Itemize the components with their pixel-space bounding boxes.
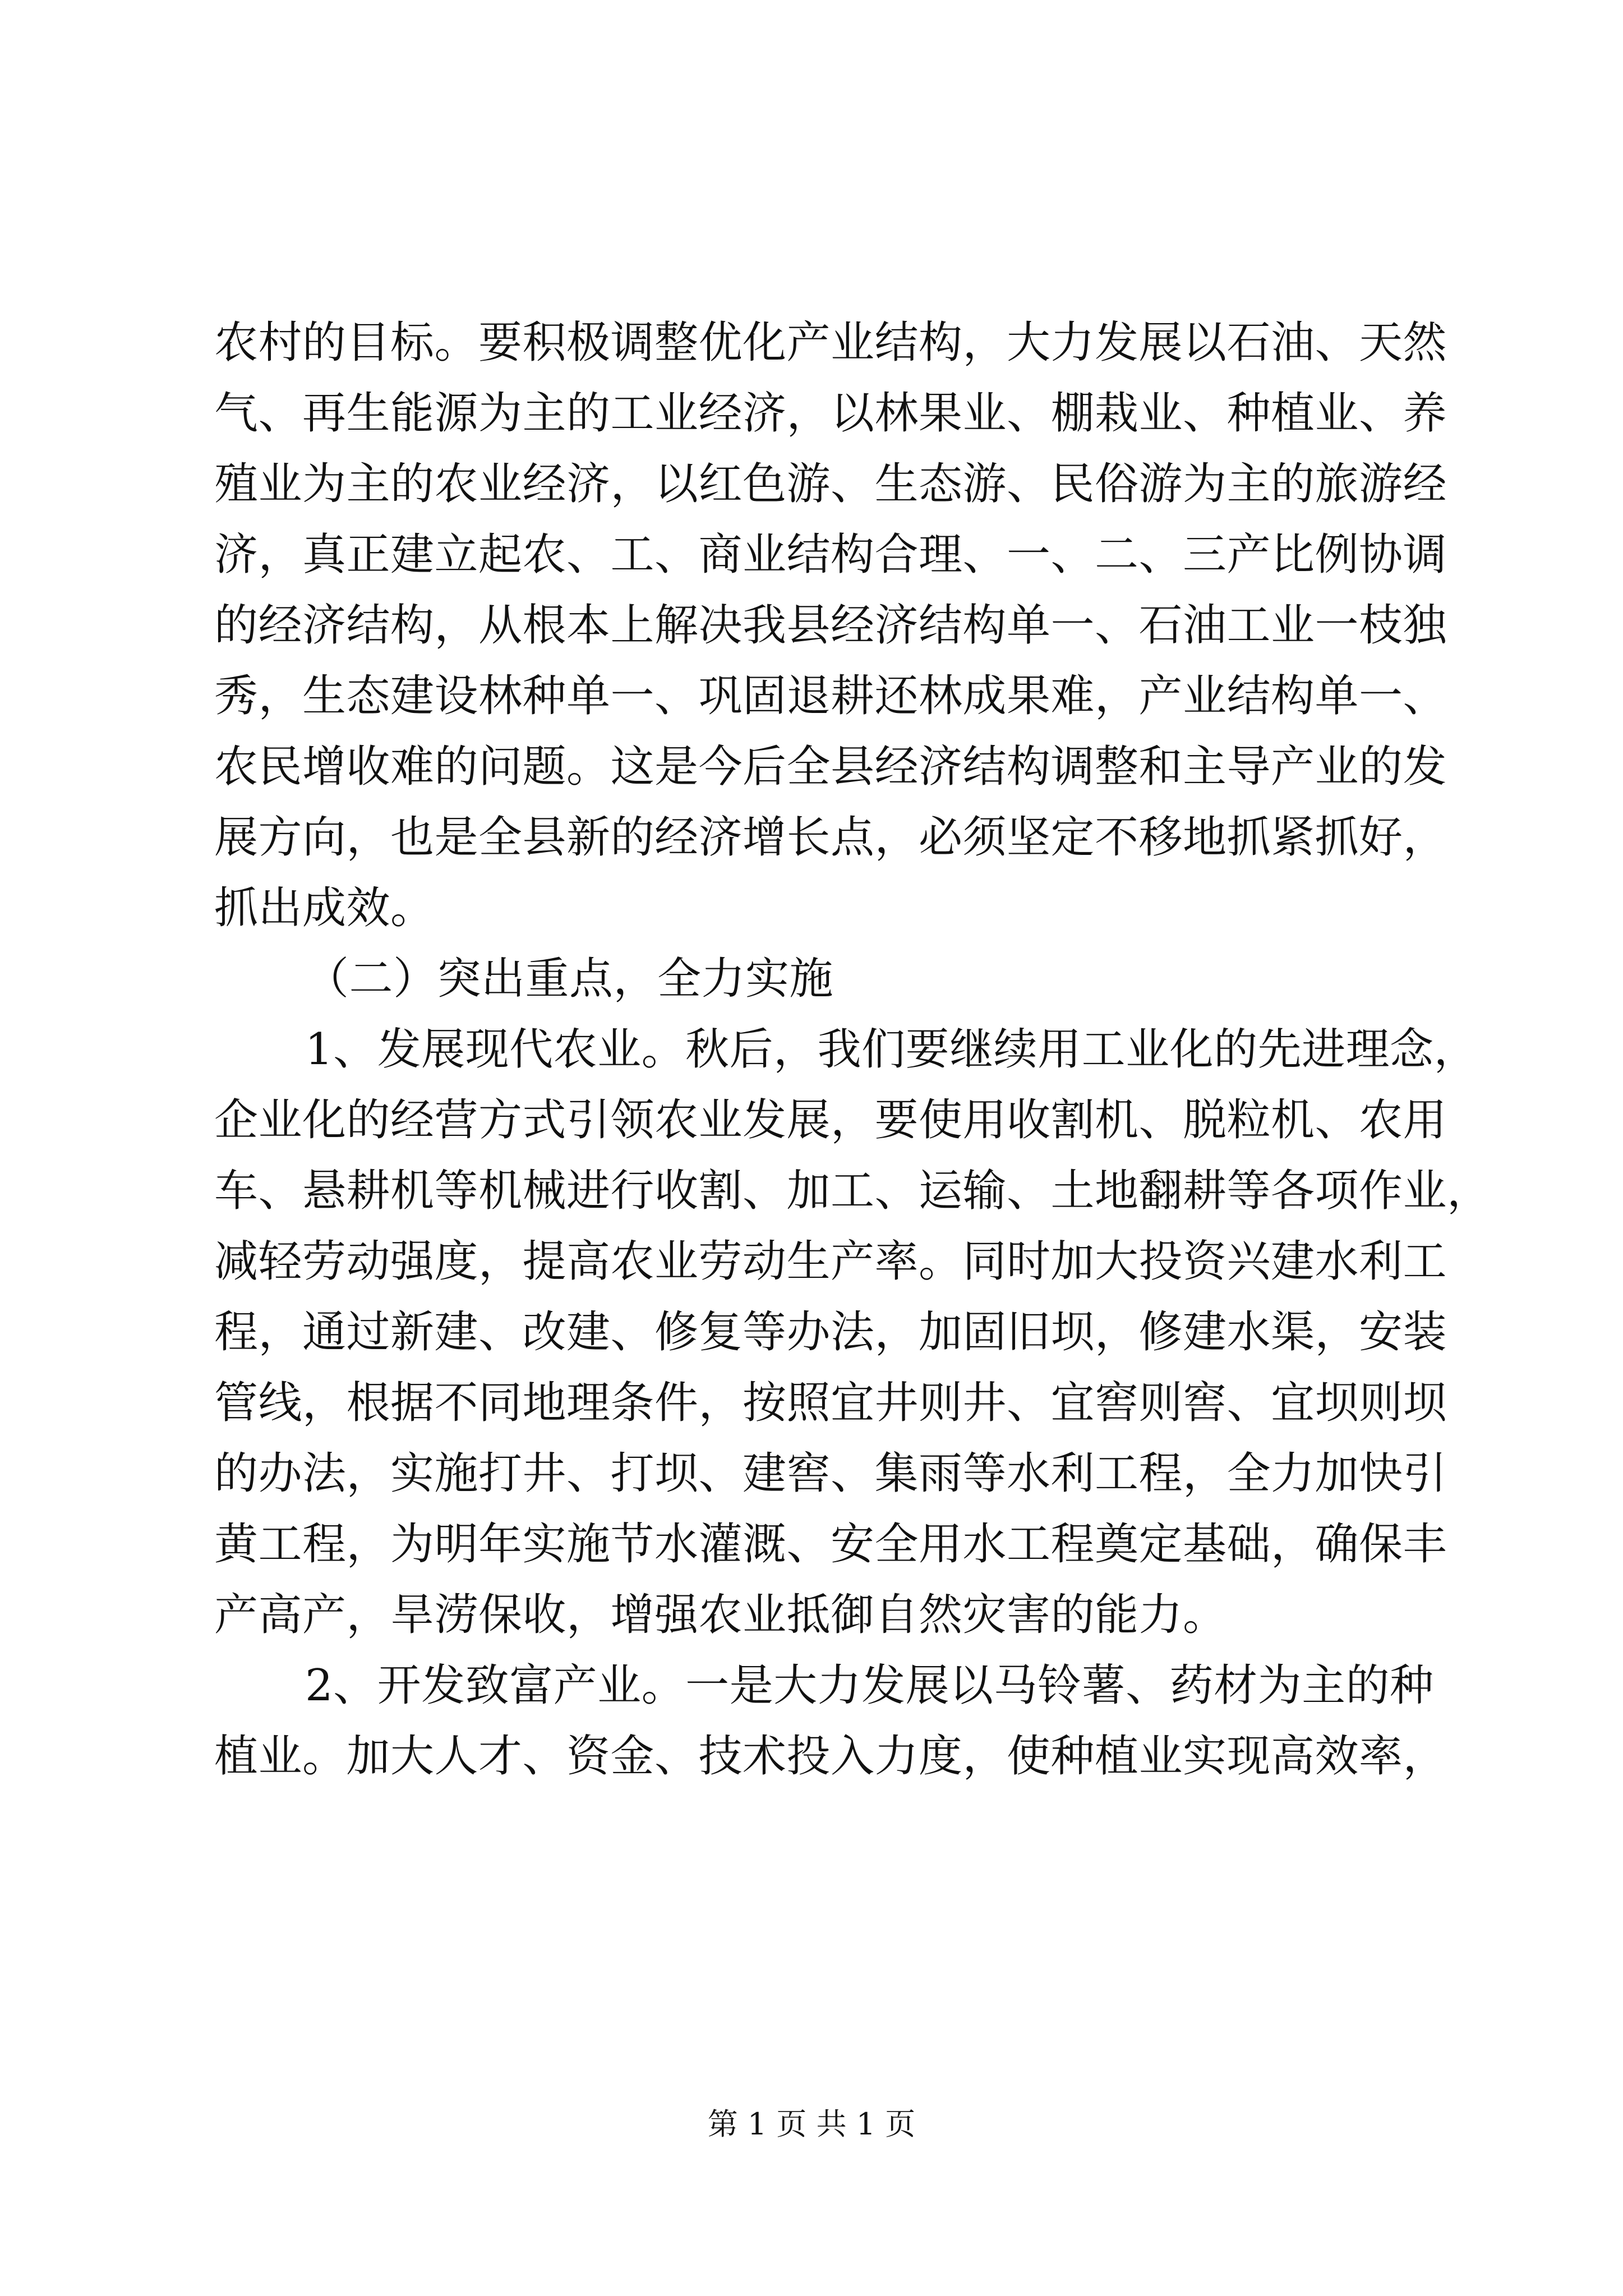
body-text-line: 抓出成效。: [214, 883, 435, 933]
page-number-label: 第 1 页 共 1 页: [707, 2106, 916, 2142]
paragraph-first-line: 2、开发致富产业。一是大力发展以马铃薯、药材为主的种: [305, 1660, 1434, 1711]
body-text-line: 车、悬耕机等机械进行收割、加工、运输、土地翻耕等各项作业，: [214, 1166, 1491, 1216]
body-text-line: 减轻劳动强度，提高农业劳动生产率。同时加大投资兴建水利工: [214, 1236, 1447, 1287]
body-text-line: 程，通过新建、改建、修复等办法，加固旧坝，修建水渠，安装: [214, 1307, 1447, 1358]
body-text-line: 植业。加大人才、资金、技术投入力度，使种植业实现高效率，: [214, 1731, 1447, 1782]
body-text-line: 济，真正建立起农、工、商业结构合理、一、二、三产比例协调: [214, 530, 1447, 580]
page-footer: [0, 2105, 1623, 2144]
paragraph-first-line: 1、发展现代农业。秋后，我们要继续用工业化的先进理念，: [305, 1024, 1478, 1075]
section-heading: （二）突出重点，全力实施: [305, 954, 834, 1004]
body-text-line: 的办法，实施打井、打坝、建窖、集雨等水利工程，全力加快引: [214, 1448, 1447, 1499]
body-text-line: 秀，生态建设林种单一、巩固退耕还林成果难，产业结构单一、: [214, 671, 1447, 721]
body-text-line: 殖业为主的农业经济，以红色游、生态游、民俗游为主的旅游经: [214, 459, 1447, 509]
body-text-line: 产高产，旱涝保收，增强农业抵御自然灾害的能力。: [214, 1590, 1227, 1640]
body-text-line: 展方向，也是全县新的经济增长点，必须坚定不移地抓紧抓好，: [214, 812, 1447, 863]
body-text-line: 气、再生能源为主的工业经济，以林果业、棚栽业、种植业、养: [214, 388, 1447, 439]
body-text-line: 的经济结构，从根本上解决我县经济结构单一、石油工业一枝独: [214, 600, 1447, 651]
body-text-line: 管线，根据不同地理条件，按照宜井则井、宜窖则窖、宜坝则坝: [214, 1378, 1447, 1428]
body-text-line: 农民增收难的问题。这是今后全县经济结构调整和主导产业的发: [214, 742, 1447, 792]
document-body: [214, 307, 1491, 1792]
body-text-line: 企业化的经营方式引领农业发展，要使用收割机、脱粒机、农用: [214, 1095, 1447, 1145]
body-text-line: 黄工程，为明年实施节水灌溉、安全用水工程奠定基础，确保丰: [214, 1519, 1447, 1570]
body-text-line: 农村的目标。要积极调整优化产业结构，大力发展以石油、天然: [214, 318, 1447, 368]
